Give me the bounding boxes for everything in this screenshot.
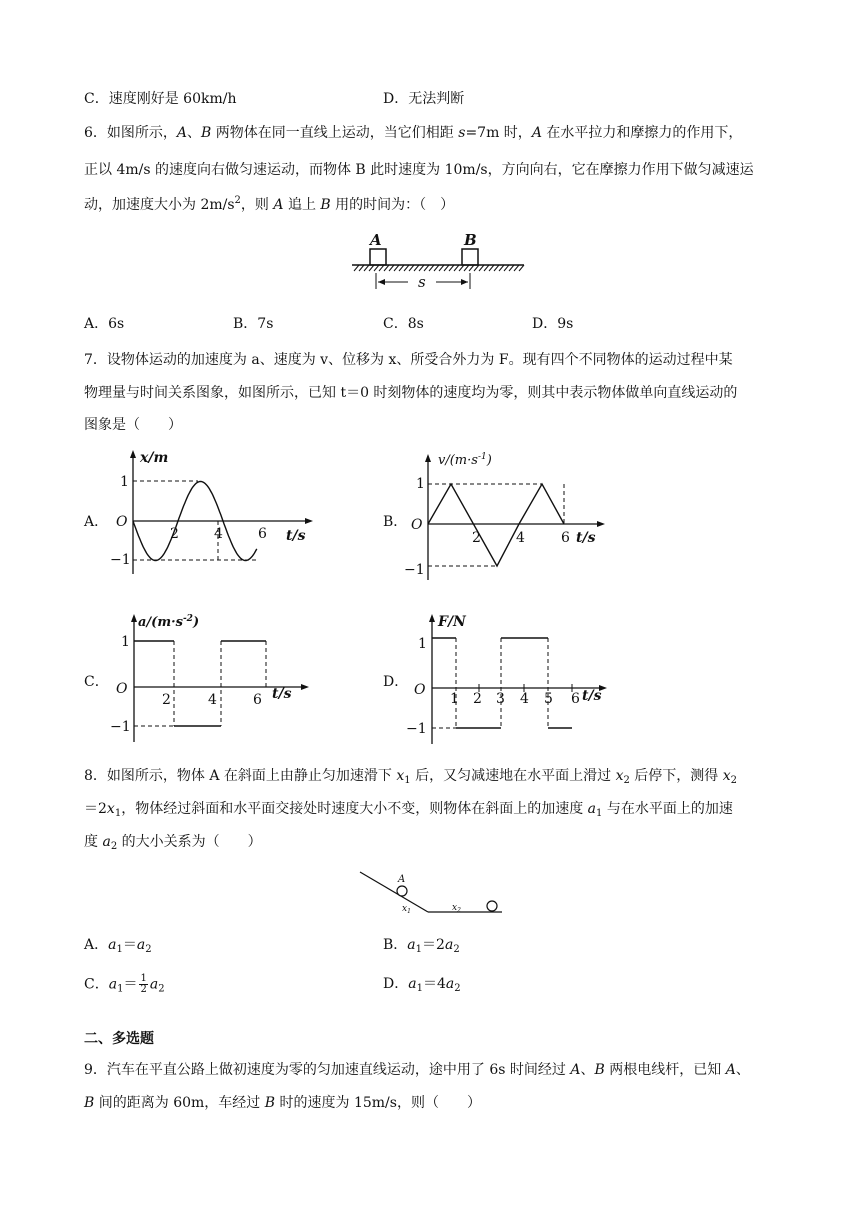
q9-stem-line2: B 间的距离为 60m，车经过 B 时的速度为 15m/s，则（ ） (84, 1095, 481, 1111)
graph-b-tick-2: 2 (472, 530, 481, 546)
q6-blocks-diagram (348, 225, 528, 297)
q7-stem-line2: 物理量与时间关系图象，如图所示，已知 t＝0 时刻物体的速度均为零，则其中表示物体做单向直线运动的 (84, 385, 738, 401)
graph-c-ylabel: $a/(m\cdot s^{-2})$ (138, 614, 200, 630)
q8-option-b[interactable]: B．$a_1=2a_2$ (383, 937, 460, 955)
graph-c-xlabel: t/s (272, 686, 292, 702)
graph-a-yneg: −1 (110, 552, 131, 568)
graph-c-tick-6: 6 (253, 692, 262, 708)
q8-ball-a (397, 886, 407, 896)
q7-graph-b[interactable] (402, 452, 612, 584)
graph-c-tick-4: 4 (208, 692, 217, 708)
graph-b-tick-4: 4 (516, 530, 525, 546)
graph-b-tick-6: 6 (561, 530, 570, 546)
graph-a-ylabel: x/m (140, 450, 169, 466)
graph-d-xlabel: t/s (582, 688, 602, 704)
q7-option-a-label[interactable]: A． (84, 514, 109, 530)
graph-b-origin: O (411, 517, 423, 533)
q8-label-x1: $x_1$ (402, 904, 411, 915)
q5-option-d[interactable]: D．无法判断 (383, 91, 465, 107)
q8-option-d[interactable]: D．$a_1=4a_2$ (383, 976, 461, 994)
graph-d-yneg: −1 (406, 721, 427, 737)
q6-stem-line2: 正以 4m/s 的速度向右做匀速运动，而物体 B 此时速度为 10m/s，方向向右，它在摩擦力作用下做匀减速运 (84, 162, 754, 178)
q7-graph-d[interactable] (402, 612, 622, 748)
graph-d-ypos: 1 (418, 636, 427, 652)
graph-d-ylabel: F/N (438, 614, 466, 630)
q6-block-a (370, 249, 386, 265)
q7-stem-line3: 图象是（ ） (84, 417, 182, 433)
q7-option-c-label[interactable]: C． (84, 674, 109, 690)
q6-block-b (462, 249, 478, 265)
q6-option-a[interactable]: A．6s (84, 316, 125, 332)
q8-stem-line2: $=2x_1$，物体经过斜面和水平面交接处时速度大小不变，则物体在斜面上的加速度 $a_1$ 与在水平面上的加速 (84, 801, 733, 819)
q8-option-a[interactable]: A．$a_1=a_2$ (84, 937, 152, 955)
q8-incline-diagram (356, 868, 506, 918)
q6-stem-line3: 动，加速度大小为 $2m/s^2$，则 A 追上 B 用的时间为：（ ） (84, 195, 455, 213)
q7-option-d-label[interactable]: D． (383, 674, 409, 690)
q8-ball-end (487, 901, 497, 911)
q8-stem-line3: 度 $a_2$ 的大小关系为（ ） (84, 834, 262, 852)
graph-b-ypos: 1 (416, 476, 425, 492)
q6-ground-hatch (354, 265, 524, 271)
graph-a-tick-4: 4 (214, 526, 223, 542)
q7-stem-line1: 7．设物体运动的加速度为 a、速度为 v、位移为 x、所受合外力为 F。现有四个不同物体的运动过程中某 (84, 352, 733, 368)
q6-option-b[interactable]: B．7s (233, 316, 274, 332)
q8-option-c[interactable]: C．$a_1=$ $\frac{1}{2}$ $a_2$ (84, 973, 165, 995)
q8-stem-line1: 8．如图所示，物体 A 在斜面上由静止匀加速滑下 $x_1$ 后，又匀减速地在水平面上滑过 $x_2$ 后停下，测得 $x_2$ (84, 768, 738, 786)
q6-option-c[interactable]: C．8s (383, 316, 424, 332)
graph-d-tick-1: 1 (450, 691, 459, 707)
q6-label-b: B (464, 231, 477, 249)
graph-a-ypos: 1 (120, 474, 129, 490)
q6-option-d[interactable]: D．9s (532, 316, 574, 332)
q8-label-a: A (398, 874, 406, 885)
graph-d-origin: O (414, 682, 426, 698)
graph-a-tick-6: 6 (258, 526, 267, 542)
section-title-multiple-choice: 二、多选题 (84, 1031, 154, 1047)
graph-b-ylabel: $v/(m\cdot s^{-1})$ (438, 452, 492, 468)
q6-label-a: A (370, 231, 382, 249)
q6-stem-line1: 6．如图所示，A、B 两物体在同一直线上运动，当它们相距 s=7m 时，A 在水平拉力和摩擦力的作用下， (84, 125, 743, 141)
q7-option-b-label[interactable]: B． (383, 514, 408, 530)
graph-b-yneg: −1 (404, 562, 425, 578)
graph-c-ypos: 1 (121, 634, 130, 650)
q5-option-c[interactable]: C．速度刚好是 60km/h (84, 91, 237, 107)
graph-a-origin: O (116, 514, 128, 530)
graph-d-tick-4: 4 (520, 691, 529, 707)
graph-b-line (428, 484, 564, 566)
graph-a-xlabel: t/s (286, 528, 306, 544)
q9-stem-line1: 9．汽车在平直公路上做初速度为零的匀加速直线运动，途中用了 6s 时间经过 A、B 两根电线杆，已知 A、 (84, 1062, 750, 1078)
q7-graph-a[interactable] (108, 448, 318, 578)
graph-d-tick-2: 2 (473, 691, 482, 707)
graph-a-tick-2: 2 (170, 526, 179, 542)
q7-graph-c[interactable] (108, 612, 318, 744)
q6-label-s: s (418, 273, 426, 291)
graph-d-tick-3: 3 (496, 691, 505, 707)
q8-label-x2: $x_2$ (452, 903, 461, 914)
graph-b-xlabel: t/s (576, 530, 596, 546)
graph-c-origin: O (116, 681, 128, 697)
graph-d-tick-5: 5 (544, 691, 553, 707)
graph-c-tick-2: 2 (162, 692, 171, 708)
graph-c-yneg: −1 (110, 719, 131, 735)
graph-d-tick-6: 6 (571, 691, 580, 707)
